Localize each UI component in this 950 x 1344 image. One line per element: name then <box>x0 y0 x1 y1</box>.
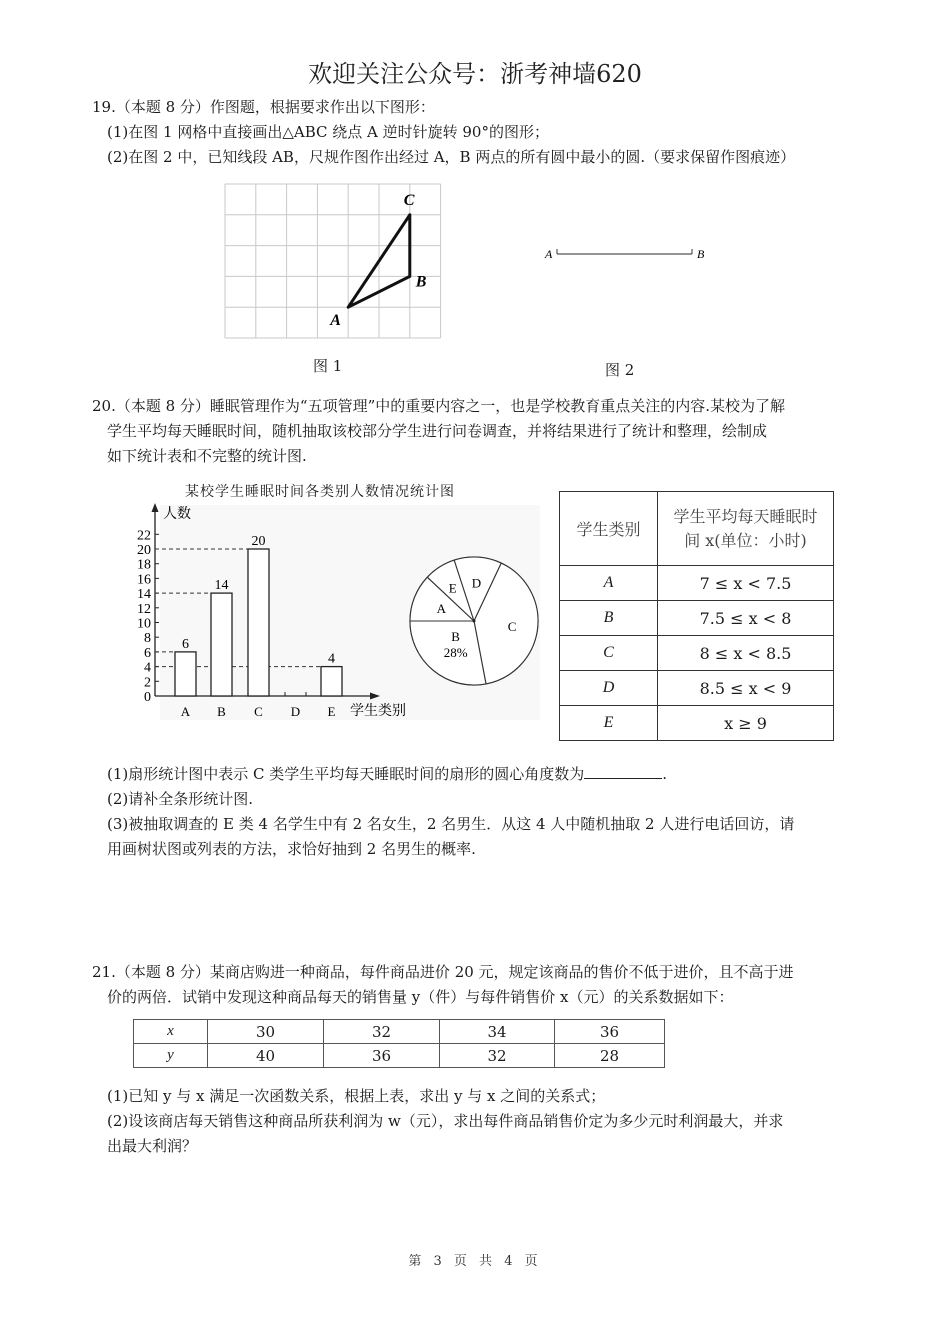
sleep-category-table <box>559 491 834 741</box>
bar-value-label: 6 <box>182 636 189 652</box>
pie-label: B <box>451 629 460 645</box>
y-tick-label: 10 <box>137 616 151 632</box>
row-category: D <box>560 671 658 706</box>
x-tick-label: B <box>217 704 226 719</box>
y-tick-label: 2 <box>144 675 151 691</box>
y-tick-label: 4 <box>144 660 151 676</box>
x-tick-label: D <box>290 704 301 719</box>
q20-stem-line1: 20.（本题 8 分）睡眠管理作为“五项管理”中的重要内容之一，也是学校教育重点关注的内容.某校为了解 <box>92 397 786 415</box>
table-row-y <box>134 1044 665 1068</box>
q20-stem-line3: 如下统计表和不完整的统计图. <box>107 447 307 465</box>
x-tick-label: A <box>180 704 191 719</box>
bar-chart-title: 某校学生睡眠时间各类别人数情况统计图 <box>185 484 455 500</box>
y-axis-arrow-icon <box>152 503 159 512</box>
row-category: B <box>560 601 658 636</box>
y-tick-label: 20 <box>137 543 151 558</box>
table-row <box>560 706 834 741</box>
q19-part1: (1)在图 1 网格中直接画出△ABC 绕点 A 逆时针旋转 90°的图形； <box>107 123 549 141</box>
point-label-a: A <box>330 312 341 330</box>
bar-c <box>248 549 269 696</box>
header-sleep-time-line2: 间 x(单位：小时) <box>684 530 807 550</box>
y-tick-label: 18 <box>137 557 151 573</box>
q20-part3-line2: 用画树状图或列表的方法，求恰好抽到 2 名男生的概率. <box>107 840 476 858</box>
page-header-title: 欢迎关注公众号：浙考神墙620 <box>308 60 642 88</box>
y-tick-label: 0 <box>144 690 151 705</box>
pie-label: A <box>436 601 446 617</box>
price-sales-table <box>133 1019 665 1068</box>
bar-value-label: 20 <box>251 534 266 549</box>
pie-chart <box>410 557 538 685</box>
bar-e <box>321 667 342 696</box>
x-axis-label: 学生类别 <box>350 704 406 719</box>
table-row-x <box>134 1020 665 1044</box>
point-label-c: C <box>403 191 415 209</box>
row-category: E <box>560 706 658 741</box>
header-category: 学生类别 <box>560 492 658 566</box>
row-label: y <box>134 1044 208 1068</box>
x-tick-label: C <box>254 704 263 719</box>
q20-part1-text: (1)扇形统计图中表示 C 类学生平均每天睡眠时间的扇形的圆心角度数为 <box>107 765 585 783</box>
cell: 36 <box>324 1044 440 1068</box>
y-tick-label: 6 <box>144 645 151 661</box>
q21-part1: (1)已知 y 与 x 满足一次函数关系，根据上表，求出 y 与 x 之间的关系式； <box>107 1087 606 1105</box>
row-range: 7 ≤ x < 7.5 <box>658 566 834 601</box>
cell: 36 <box>555 1020 665 1044</box>
cell: 28 <box>555 1044 665 1068</box>
q20-part1-end: . <box>662 765 668 783</box>
page-number: 第 3 页 共 4 页 <box>408 1254 542 1269</box>
q21-stem-line1: 21.（本题 8 分）某商店购进一种商品，每件商品进价 20 元，规定该商品的售价不低于进价，且不高于进 <box>92 963 794 981</box>
q20-part3-line1: (3)被抽取调查的 E 类 4 名学生中有 2 名女生，2 名男生．从这 4 人中随机抽取 2 人进行电话回访，请 <box>107 815 795 833</box>
header-sleep-time-line1: 学生平均每天睡眠时 <box>673 506 818 526</box>
table-row <box>560 671 834 706</box>
pie-label: C <box>507 618 517 634</box>
table-row <box>560 601 834 636</box>
bar-b <box>211 593 232 696</box>
row-category: C <box>560 636 658 671</box>
pie-label: E <box>448 580 457 596</box>
cell: 32 <box>324 1020 440 1044</box>
fig2-label-a: A <box>545 247 553 261</box>
bar-value-label: 14 <box>214 578 229 594</box>
row-range: x ≥ 9 <box>658 706 834 741</box>
pie-center-dot <box>473 620 476 623</box>
table-row <box>560 636 834 671</box>
cell: 30 <box>208 1020 324 1044</box>
q19-stem: 19.（本题 8 分）作图题，根据要求作出以下图形： <box>92 98 435 116</box>
header-sleep-time <box>658 492 834 566</box>
q20-part2: (2)请补全条形统计图. <box>107 790 254 808</box>
table-header-row <box>560 492 834 566</box>
bar-value-label: 4 <box>328 651 335 667</box>
pie-value-label: 28% <box>443 645 468 661</box>
q21-part2-line1: (2)设该商店每天销售这种商品所获利润为 w（元），求出每件商品销售价定为多少元时利润最大，并求 <box>107 1112 784 1130</box>
figure1-caption: 图 1 <box>313 357 343 375</box>
row-range: 8 ≤ x < 8.5 <box>658 636 834 671</box>
y-tick-label: 22 <box>137 528 151 544</box>
q19-part2: (2)在图 2 中，已知线段 AB，尺规作图作出经过 A，B 两点的所有圆中最小的圆.（要求保留作图痕迹） <box>107 148 796 166</box>
row-label: x <box>134 1020 208 1044</box>
x-tick-label: E <box>327 704 336 719</box>
fig2-label-b: B <box>697 247 705 261</box>
y-tick-label: 14 <box>137 587 151 603</box>
cell: 40 <box>208 1044 324 1068</box>
cell: 32 <box>440 1044 555 1068</box>
y-axis-label: 人数 <box>163 507 191 522</box>
row-range: 8.5 ≤ x < 9 <box>658 671 834 706</box>
cell: 34 <box>440 1020 555 1044</box>
answer-blank[interactable] <box>584 764 662 779</box>
q20-part1 <box>107 764 667 784</box>
bar-a <box>175 652 196 696</box>
q21-part2-line2: 出最大利润？ <box>107 1137 198 1155</box>
row-range: 7.5 ≤ x < 8 <box>658 601 834 636</box>
point-label-b: B <box>415 273 427 291</box>
q21-stem-line2: 价的两倍．试销中发现这种商品每天的销售量 y（件）与每件销售价 x（元）的关系数据如下： <box>107 988 734 1006</box>
q20-stem-line2: 学生平均每天睡眠时间，随机抽取该校部分学生进行问卷调查，并将结果进行了统计和整理，绘制成 <box>107 422 768 440</box>
figure2-caption: 图 2 <box>605 361 635 379</box>
table-row <box>560 566 834 601</box>
y-tick-label: 12 <box>137 601 151 617</box>
pie-label: D <box>471 575 482 591</box>
y-tick-label: 16 <box>137 572 151 588</box>
y-tick-label: 8 <box>144 631 151 647</box>
row-category: A <box>560 566 658 601</box>
